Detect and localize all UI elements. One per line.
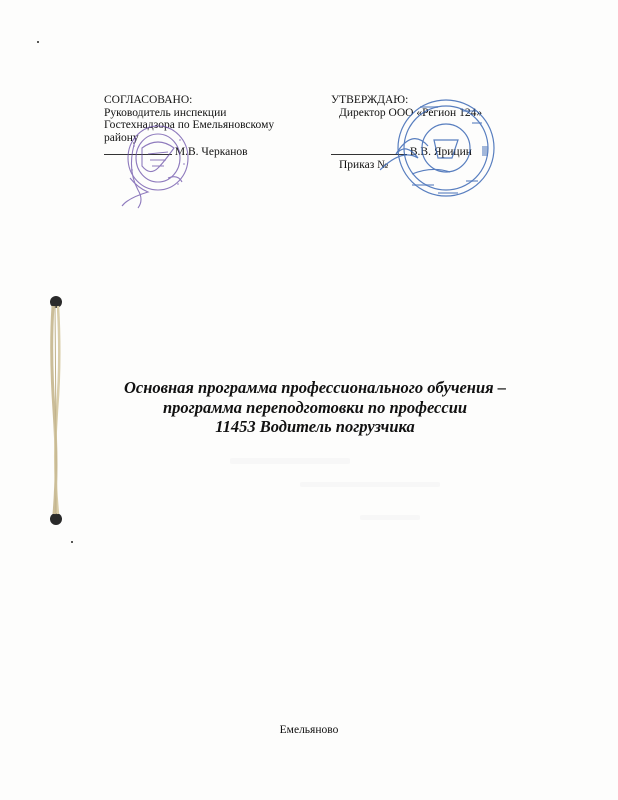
- title-line-1: Основная программа профессионального обучения –: [123, 378, 507, 397]
- approval-heading-right: УТВЕРЖДАЮ:: [331, 94, 409, 106]
- title-line-2: программа переподготовки по профессии: [162, 397, 468, 417]
- official-stamp-right: [372, 88, 500, 210]
- scan-speck: [37, 41, 39, 43]
- approval-district-left: району: [104, 131, 139, 144]
- approval-position-right: Директор ООО «Регион 124»: [339, 106, 483, 119]
- binding-thread: [45, 292, 67, 528]
- official-stamp-left: [108, 118, 196, 210]
- bleed-through-mark: [230, 458, 350, 464]
- signer-name-left: М.В. Черканов: [174, 146, 248, 158]
- scan-speck: [71, 541, 73, 543]
- approval-position-left: Руководитель инспекции: [104, 106, 227, 119]
- signer-name-right: В.В. Ярицин: [409, 146, 472, 158]
- order-number-field: Приказ №: [339, 158, 389, 171]
- title-line-3: 11453 Водитель погрузчика: [215, 417, 415, 436]
- city-name: Емельяново: [279, 724, 339, 736]
- approval-organization-left: Гостехнадзора по Емельяновскому: [104, 119, 275, 131]
- approval-heading-left: СОГЛАСОВАНО:: [104, 94, 193, 106]
- bleed-through-mark: [360, 515, 420, 520]
- document-title: [80, 378, 550, 437]
- bleed-through-mark: [300, 482, 440, 487]
